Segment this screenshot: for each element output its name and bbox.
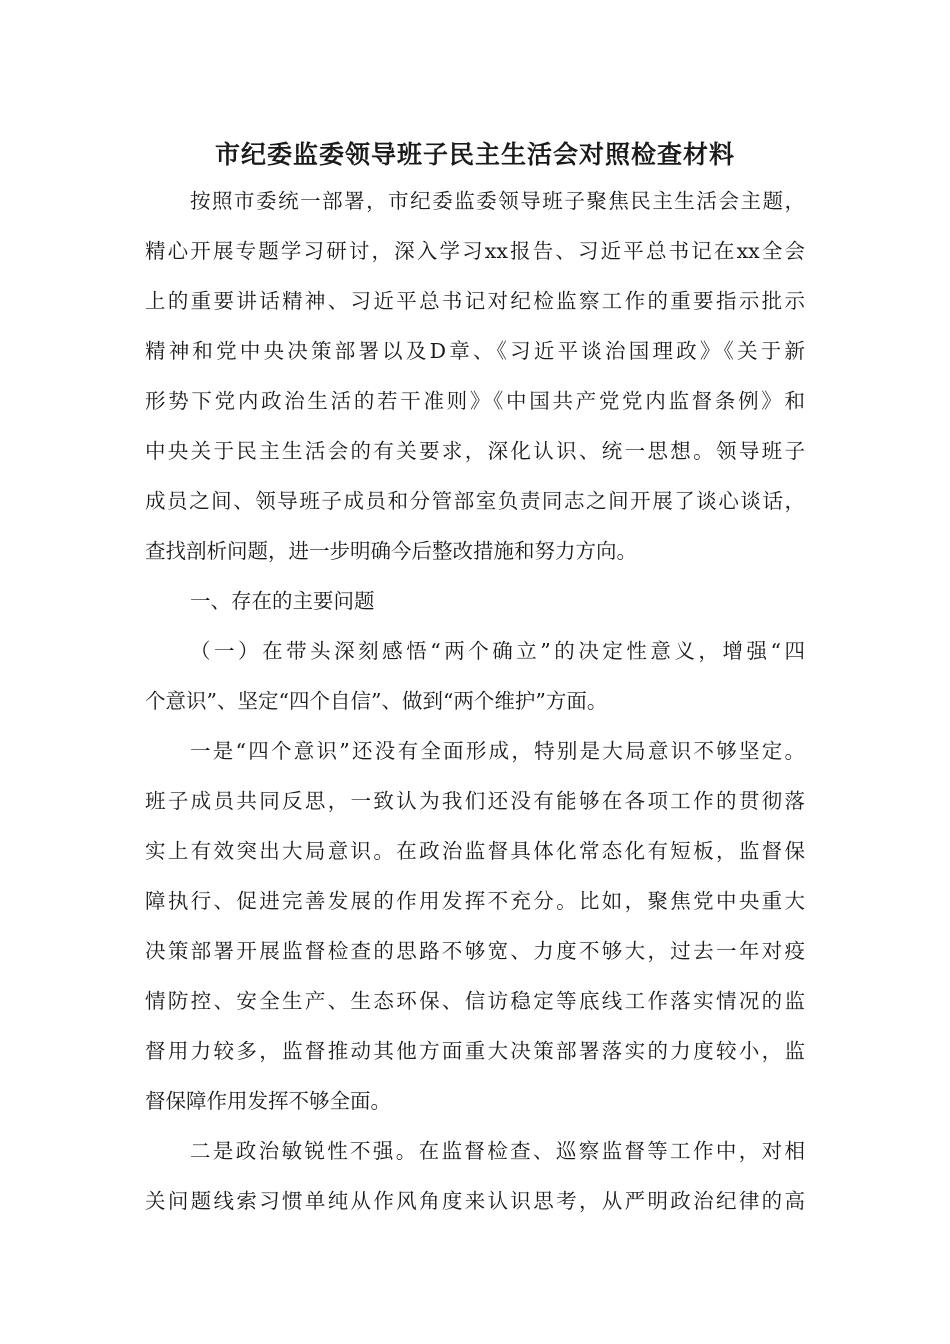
paragraph-line: 二是政治敏锐性不强。在监督检查、巡察监督等工作中，对相 <box>190 1139 805 1163</box>
paragraph-line: 精神和党中央决策部署以及D章、《习近平谈治国理政》《关于新 <box>145 339 805 363</box>
paragraph-line: 情防控、安全生产、生态环保、信访稳定等底线工作落实情况的监 <box>145 989 805 1013</box>
paragraph-line: 一是“四个意识”还没有全面形成，特别是大局意识不够坚定。 <box>190 739 805 763</box>
subsection-heading-line: 个意识”、坚定“四个自信”、做到“两个维护”方面。 <box>145 689 608 713</box>
paragraph-line: 关问题线索习惯单纯从作风角度来认识思考，从严明政治纪律的高 <box>145 1189 805 1213</box>
paragraph-line: 查找剖析问题，进一步明确今后整改措施和努力方向。 <box>145 539 637 563</box>
paragraph-line: 按照市委统一部署，市纪委监委领导班子聚焦民主生活会主题， <box>190 189 805 213</box>
document-title: 市纪委监委领导班子民主生活会对照检查材料 <box>214 140 735 169</box>
section-heading: 一、存在的主要问题 <box>190 589 375 613</box>
paragraph-line: 督保障作用发挥不够全面。 <box>145 1089 391 1113</box>
paragraph-line: 实上有效突出大局意识。在政治监督具体化常态化有短板，监督保 <box>145 839 805 863</box>
paragraph-line: 障执行、促进完善发展的作用发挥不充分。比如，聚焦党中央重大 <box>145 889 805 913</box>
paragraph-line: 上的重要讲话精神、习近平总书记对纪检监察工作的重要指示批示 <box>145 289 805 313</box>
paragraph-line: 决策部署开展监督检查的思路不够宽、力度不够大，过去一年对疫 <box>145 939 805 963</box>
paragraph-line: 中央关于民主生活会的有关要求，深化认识、统一思想。领导班子 <box>145 439 805 463</box>
paragraph-line: 班子成员共同反思，一致认为我们还没有能够在各项工作的贯彻落 <box>145 789 805 813</box>
paragraph-line: 精心开展专题学习研讨，深入学习xx报告、习近平总书记在xx全会 <box>145 239 805 263</box>
paragraph-line: 督用力较多，监督推动其他方面重大决策部署落实的力度较小，监 <box>145 1039 805 1063</box>
subsection-heading-line: （一）在带头深刻感悟“两个确立”的决定性意义，增强“四 <box>190 639 805 663</box>
paragraph-line: 形势下党内政治生活的若干准则》《中国共产党党内监督条例》和 <box>145 389 805 413</box>
paragraph-line: 成员之间、领导班子成员和分管部室负责同志之间开展了谈心谈话， <box>145 489 805 513</box>
